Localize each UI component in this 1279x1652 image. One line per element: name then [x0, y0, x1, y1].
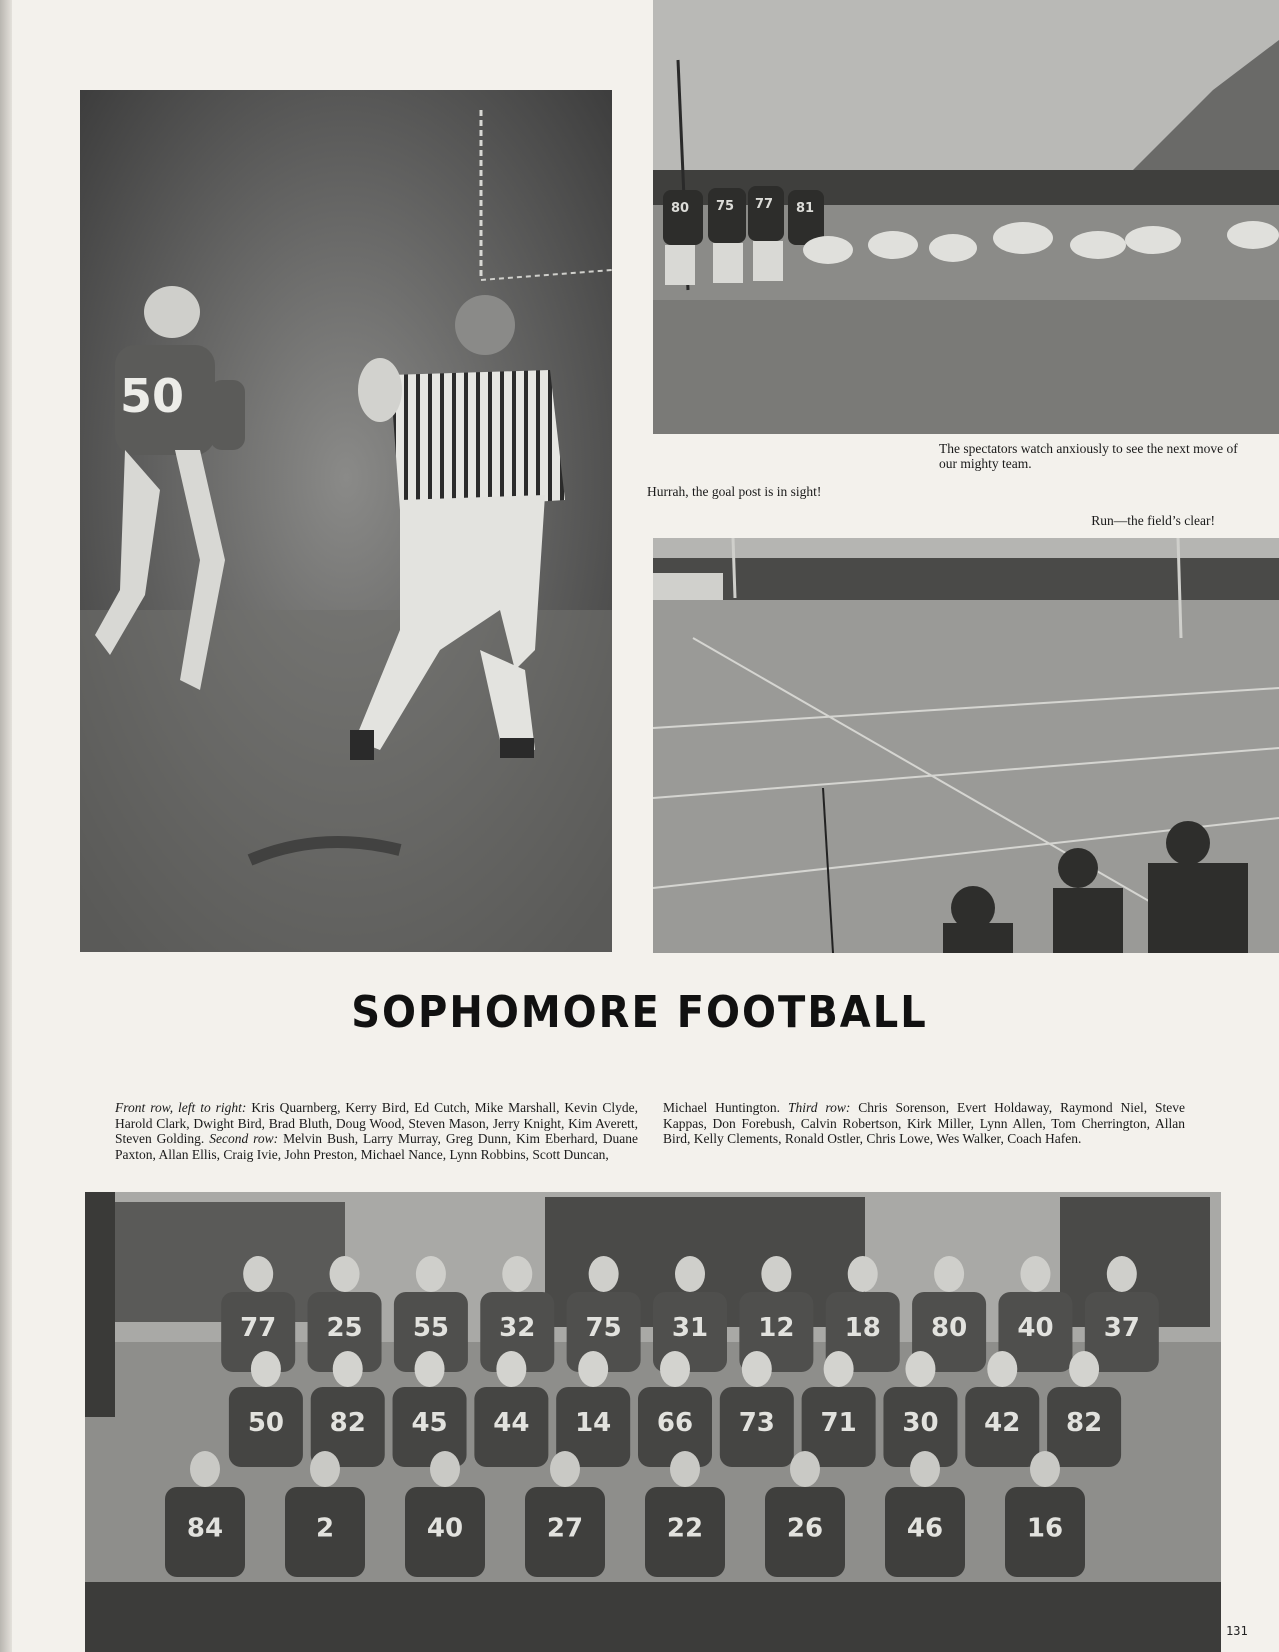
middle-row-jersey-number: 14	[575, 1408, 612, 1438]
page-title: SOPHOMORE FOOTBALL	[351, 988, 928, 1038]
front-row-player-head	[1030, 1451, 1060, 1487]
roster-column-right	[663, 1100, 1185, 1147]
middle-row-jersey-number: 66	[656, 1408, 694, 1438]
back-row-player-head	[1020, 1256, 1050, 1292]
front-row-jersey-number: 84	[186, 1513, 224, 1544]
middle-row-jersey-number: 71	[820, 1408, 857, 1438]
back-row-jersey-number: 25	[326, 1313, 363, 1343]
front-row-player-head	[670, 1451, 700, 1487]
back-row-jersey-number: 18	[844, 1313, 881, 1343]
front-row-jersey-number: 46	[906, 1513, 944, 1544]
front-row-player-head	[430, 1451, 460, 1487]
page-number: 131	[1226, 1624, 1248, 1638]
back-row-player-head	[589, 1256, 619, 1292]
second-row-label: Second row:	[209, 1131, 279, 1147]
back-row-player-head	[330, 1256, 360, 1292]
photo-open-field	[653, 538, 1279, 953]
front-row-player-head	[910, 1451, 940, 1487]
back-row-jersey-number: 37	[1103, 1313, 1140, 1343]
back-row-jersey-number: 55	[412, 1313, 450, 1343]
roster-column-left	[115, 1100, 638, 1162]
front-row-player-head	[790, 1451, 820, 1487]
middle-row-jersey-number: 44	[493, 1408, 530, 1438]
front-row-label: Front row, left to right:	[115, 1100, 247, 1115]
middle-row-jersey-number: 45	[411, 1408, 448, 1438]
back-row-player-head	[243, 1256, 273, 1292]
front-row-jersey-number: 26	[786, 1513, 824, 1544]
middle-row-player-head	[660, 1351, 690, 1387]
front-row-names: Kris Quarnberg, Kerry Bird, Ed Cutch, Mike Marshall, Kevin Clyde, Harold Clark, Dwight Bird, Brad Bluth, Doug Wood, Steven Mason, Jerry Knight, Kim Averett, Steven Golding.	[115, 1100, 638, 1147]
third-row-label: Third row:	[787, 1100, 851, 1115]
front-row-jersey-number: 27	[546, 1513, 584, 1544]
line-jersey-1: 80	[671, 201, 690, 216]
photo-line-of-scrimmage	[653, 0, 1279, 434]
middle-row-jersey-number: 82	[1065, 1408, 1103, 1438]
front-row-jersey-number: 2	[315, 1513, 335, 1544]
back-row-player-head	[761, 1256, 791, 1292]
back-row-player-head	[416, 1256, 446, 1292]
back-row-player-head	[675, 1256, 705, 1292]
caption-field-clear: Run—the field’s clear!	[1091, 513, 1215, 528]
second-row-names-cont: Michael Huntington.	[663, 1100, 788, 1115]
back-row-jersey-number: 80	[930, 1313, 968, 1343]
middle-row-player-head	[496, 1351, 526, 1387]
front-row-jersey-number: 16	[1026, 1513, 1064, 1544]
front-row-player-head	[190, 1451, 220, 1487]
middle-row-jersey-number: 73	[738, 1408, 775, 1438]
third-row-names: Chris Sorenson, Evert Holdaway, Raymond Niel, Steve Kappas, Don Forebush, Calvin Robertson, Kirk Miller, Lynn Allen, Tom Cherrington, Allan Bird, Kelly Clements, Ronald Ostler, Chris Lowe, Wes Walker, Coach Hafen.	[663, 1100, 1186, 1147]
back-row-jersey-number: 31	[671, 1313, 709, 1343]
back-row-jersey-number: 40	[1017, 1313, 1054, 1343]
middle-row-jersey-number: 30	[902, 1408, 939, 1438]
second-row-names: Melvin Bush, Larry Murray, Greg Dunn, Kim Eberhard, Duane Paxton, Allan Ellis, Craig Ivie, John Preston, Michael Nance, Lynn Robbins, Scott Duncan,	[115, 1131, 638, 1162]
page-edge	[0, 0, 12, 1652]
middle-row-player-head	[1069, 1351, 1099, 1387]
line-jersey-3: 77	[755, 197, 774, 212]
middle-row-player-head	[824, 1351, 854, 1387]
back-row-jersey-number: 32	[499, 1313, 536, 1343]
back-row-jersey-number: 75	[585, 1313, 622, 1343]
line-jersey-2: 75	[716, 199, 735, 214]
back-row-player-head	[848, 1256, 878, 1292]
back-row-player-head	[1107, 1256, 1137, 1292]
front-row-jersey-number: 22	[666, 1513, 704, 1544]
middle-row-player-head	[742, 1351, 772, 1387]
middle-row-jersey-number: 42	[984, 1408, 1021, 1438]
middle-row-player-head	[333, 1351, 363, 1387]
front-row-player-head	[550, 1451, 580, 1487]
middle-row-player-head	[251, 1351, 281, 1387]
middle-row-player-head	[987, 1351, 1017, 1387]
middle-row-player-head	[578, 1351, 608, 1387]
middle-row-jersey-number: 82	[329, 1408, 366, 1438]
back-row-player-head	[934, 1256, 964, 1292]
middle-row-player-head	[905, 1351, 935, 1387]
back-row-jersey-number: 12	[758, 1313, 795, 1343]
back-row-jersey-number: 77	[240, 1313, 277, 1343]
front-row-player-head	[310, 1451, 340, 1487]
caption-goal-post: Hurrah, the goal post is in sight!	[647, 484, 822, 499]
line-jersey-4: 81	[796, 201, 815, 216]
photo-team-group	[85, 1192, 1221, 1652]
photo-night-runner-referee	[80, 90, 612, 952]
back-row-player-head	[502, 1256, 532, 1292]
runner-jersey-number: 50	[120, 369, 185, 423]
middle-row-player-head	[415, 1351, 445, 1387]
caption-spectators: The spectators watch anxiously to see the next move of our mighty team.	[939, 441, 1238, 471]
front-row-jersey-number: 40	[426, 1513, 464, 1544]
middle-row-jersey-number: 50	[247, 1408, 285, 1438]
